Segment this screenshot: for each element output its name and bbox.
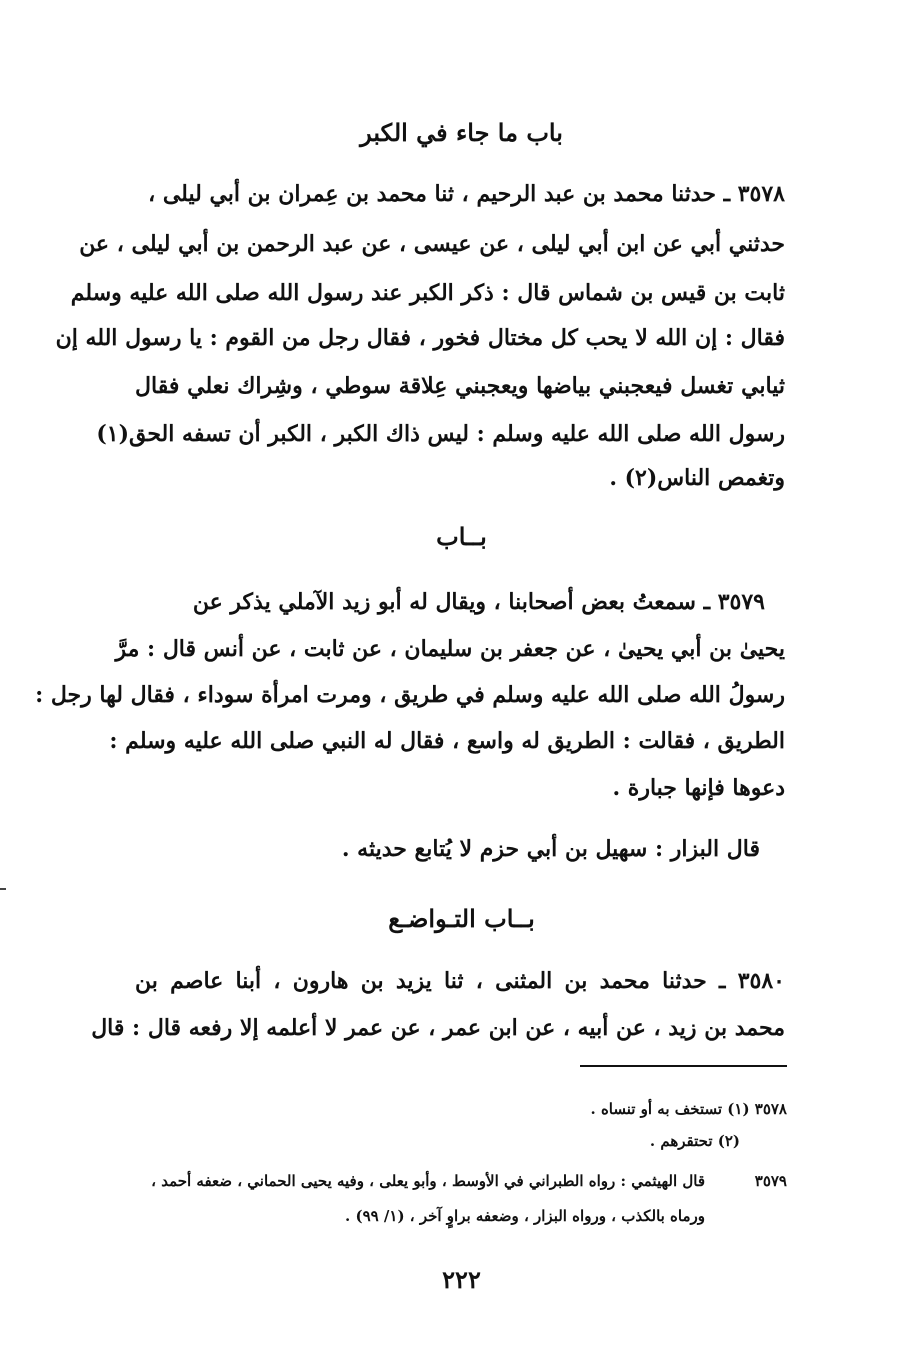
footnote-3578-1: ٣٥٧٨ (١) تستخف به أو تنساه . (590, 1100, 787, 1118)
footnote-3578-2: (٢) تحتقرهم . (649, 1132, 740, 1150)
section-heading-humility: بــاب التـواضـع (388, 904, 535, 933)
hadith-3580-line-1: ٣٥٨٠ ـ حدثنا محمد بن المثنى ، ثنا يزيد بن هارون ، أبنا عاصم بن (135, 968, 785, 994)
hadith-3578-line-1: ٣٥٧٨ ـ حدثنا محمد بن عبد الرحيم ، ثنا محمد بن عِمران بن أبي ليلى ، (148, 181, 785, 207)
hadith-3579-line-2: يحيىٰ بن أبي يحيىٰ ، عن جعفر بن سليمان ، عن ثابت ، عن أنس قال : مرَّ (115, 636, 785, 662)
bazzar-remark: قال البزار : سهيل بن أبي حزم لا يُتابع حديثه . (341, 836, 760, 862)
hadith-3578-line-3: ثابت بن قيس بن شماس قال : ذكر الكبر عند رسول الله صلى الله عليه وسلم (70, 280, 785, 306)
section-heading-pride: باب ما جاء في الكبر (360, 118, 563, 147)
hadith-3580-line-2: محمد بن زيد ، عن أبيه ، عن ابن عمر ، عن عمر لا أعلمه إلا رفعه قال : قال (91, 1015, 785, 1041)
hadith-3579-line-5: دعوها فإنها جبارة . (612, 775, 785, 801)
hadith-3578-line-6: رسول الله صلى الله عليه وسلم : ليس ذاك الكبر ، الكبر أن تسفه الحق(١) (96, 421, 785, 447)
footnote-3579-number: ٣٥٧٩ (754, 1172, 787, 1190)
footnote-3579-line-1: قال الهيثمي : رواه الطبراني في الأوسط ، وأبو يعلى ، وفيه يحيى الحماني ، ضعفه أحمد ، (151, 1172, 705, 1190)
hadith-3578-line-7: وتغمص الناس(٢) . (609, 465, 785, 491)
hadith-3578-line-2: حدثني أبي عن ابن أبي ليلى ، عن عيسى ، عن عبد الرحمن بن أبي ليلى ، عن (79, 231, 785, 257)
hadith-3578-line-4: فقال : إن الله لا يحب كل مختال فخور ، فقال رجل من القوم : يا رسول الله إن (55, 325, 785, 351)
scan-edge-mark (0, 888, 6, 890)
footnote-3579-line-2: ورماه بالكذب ، ورواه البزار ، وضعفه براوٍ آخر ، (١/ ٩٩) . (345, 1207, 705, 1225)
section-heading-chapter: بــاب (436, 522, 487, 551)
hadith-3579-line-3: رسولُ الله صلى الله عليه وسلم في طريق ، ومرت امرأة سوداء ، فقال لها رجل : (35, 682, 785, 708)
hadith-3579-line-1: ٣٥٧٩ ـ سمعتُ بعض أصحابنا ، ويقال له أبو زيد الآملي يذكر عن (192, 589, 765, 615)
hadith-3578-line-5: ثيابي تغسل فيعجبني بياضها ويعجبني عِلاقة سوطي ، وشِراك نعلي فقال (135, 373, 785, 399)
footnote-separator (580, 1065, 787, 1067)
page-number: ٢٢٢ (442, 1265, 481, 1294)
hadith-3579-line-4: الطريق ، فقالت : الطريق له واسع ، فقال له النبي صلى الله عليه وسلم : (109, 728, 785, 754)
